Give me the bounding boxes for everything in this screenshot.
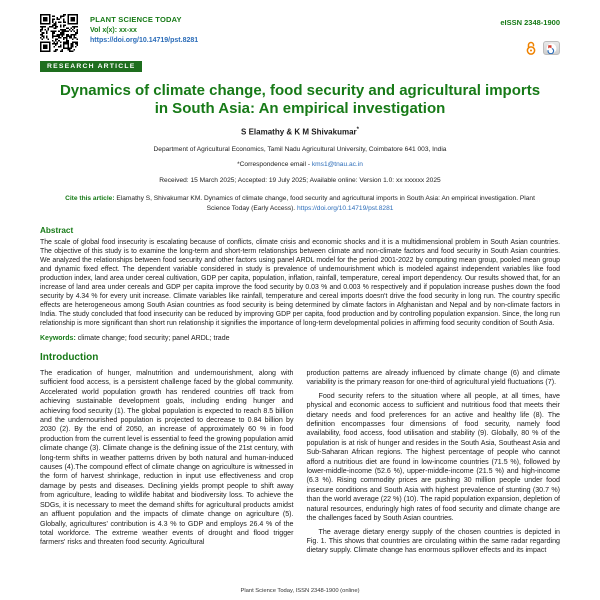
two-column-body: [40, 369, 560, 556]
correspondence-label: *Correspondence email -: [237, 161, 312, 169]
keywords-label: Keywords:: [40, 334, 78, 342]
intro-paragraph-right-3: The average dietary energy supply of the chosen countries is depicted in Fig. 1. This shows that countries are circulating within the same radar regarding dietary supply. Climate change has enormous spillover effects and its impact: [306, 527, 560, 555]
intro-paragraph-left: The eradication of hunger, malnutrition and undernourishment, along with sufficient food access, is a persistent challenge faced by the global community. Accelerated world population growth has rendered countries off track from achieving sustainable development goals, including ending hunger and achieving food security (1). The global population is expected to reach 8.5 billion and the undernourished population is projected to decrease to 0.84 billion by 2030 (2). By the end of 2050, an increase of approximately 60 % in food production from the current level is essential to feed the growing population amid climate change (3). Climate change is the defining issue of the 21st century, with long-term shifts in weather patterns driven by both natural and human-induced causes (4).The compound effect of climate change on agriculture is witnessed in the form of harvest shrinkage, reduction in input use effectiveness and crop damage by pests and diseases. Declining yields prompt people to shift away from agriculture, leading to wildlife habitat and biodiversity loss. To achieve the SDGs, it is necessary to meet the demand shifts for agricultural products amidst an affluent population and the impacts of climate change on agriculture (5). Globally, agricultures' contribution is 4.3 % to GDP and employs 26.4 % of the total workforce. The extreme weather events of drought and flood trigger farmers' risks and threaten food security. Agricultural: [40, 368, 294, 547]
journal-volume: Vol x(x): xx-xx: [90, 27, 137, 34]
cite-doi-link[interactable]: https://doi.org/10.14719/pst.8281: [296, 204, 394, 212]
page-title: Dynamics of climate change, food security and agricultural imports in South Asia: An empirical investigation: [59, 82, 541, 117]
correspondence-line: [40, 161, 560, 168]
masthead: [40, 14, 560, 55]
abstract-text: The scale of global food insecurity is escalating because of conflicts, climate crisis and economic shocks and it is a multidimensional problem in South Asian countries. The objective of this study is to examine the long-term and short-term relationships between climate and non-climate factors and food security in South Asian countries. We analyzed the relationships between food security and other factors using panel ARDL model for the period 2001-2022 by computing mean group, pooled mean group and dynamic fixed effect. The dependent variable considered in study is prevalence of undernourishment which is modeled against independent variables like food production index, land area under cereal cultivation, GDP per capita, population, inflation, rainfall, temperature, cereal import dependency. Our results showed that, for an increase of land area under cereals and GDP per capita improve the food security by 0.03 % and 0.003 % respectively and if population increase pushes down the food security by 4.34 % for every unit increase. Climate variables like rainfall, temperature and cereal imports doesn't drive the food security in long run. The country specific effects are heterogeneous among South Asian countries as food security is being determined by climate factors in Afghanistan and Nepal and by non-climate factors in India. The study concluded that food insecurity can be reduced by improving GDP per capita, food production and by controlling population expansion. Since, the long run relationship is more significant than short run relationship it signifies the importance of long-term developmental policies in affirming food security condition of South Asia.: [40, 239, 560, 327]
research-article-badge: RESEARCH ARTICLE: [40, 61, 142, 73]
citation-block: [63, 194, 537, 213]
crossmark-icon: [543, 41, 560, 55]
intro-paragraph-right-2: Food security refers to the situation where all people, at all times, have physical and economic access to sufficient and nutritious food that meets their dietary needs and food preferences for an active and healthy life (8). The definition encompasses four dimensions of food security, namely food availability, food access, food utilisation and stability (9). Globally, 80 % of the population is at risk of hunger and resides in the South Asia, Southeast Asia and Sub-Saharan African regions. The highest percentage of people who cannot afford a nutritious diet are found in low-income countries (71.5 %), followed by lower-middle-income (52.6 %), upper-middle-income (21.5 %) and high-income (6.3 %). Rising commodity prices are pushing 30 million people under food insecure conditions and South Asia with highest prevalence of stunting (30.7 %) than the world average (22 %) (10). The rapid population expansion, depletion of natural resources, enduringly high rates of food security and climate change are the challenges faced by South Asian countries.: [306, 391, 560, 523]
cite-label: Cite this article:: [65, 195, 117, 203]
open-access-icon: [525, 41, 537, 55]
intro-paragraph-right-1: production patterns are already influenced by climate change (6) and climate variability is the primary reason for one-third of agricultural yield fluctuations (7).: [306, 368, 560, 387]
correspondence-email-link[interactable]: kms1@tnau.ac.in: [311, 161, 363, 169]
right-column: [307, 369, 561, 556]
introduction-heading: Introduction: [40, 351, 99, 363]
journal-name: PLANT SCIENCE TODAY: [90, 15, 182, 24]
keywords-text: climate change; food security; panel ARDL; trade: [77, 334, 230, 342]
author-names: S Elamathy & K M Shivakumar: [241, 128, 357, 138]
journal-doi-link[interactable]: https://doi.org/10.14719/pst.8281: [90, 37, 199, 44]
left-column: [40, 369, 294, 556]
eissn-label: eISSN 2348-1900: [500, 18, 560, 27]
dates-line: Received: 15 March 2025; Accepted: 19 July 2025; Available online: Version 1.0: xx xxxxxx 2025: [159, 177, 441, 185]
qr-code-icon: [40, 14, 78, 52]
authors-line: [40, 127, 560, 137]
keywords-line: [40, 335, 560, 342]
abstract-heading: Abstract: [40, 226, 74, 236]
page-footer: Plant Science Today, ISSN 2348-1900 (online): [240, 588, 360, 594]
affiliation: Department of Agricultural Economics, Tamil Nadu Agricultural University, Coimbatore 641 003, India: [153, 146, 447, 154]
cite-text: Elamathy S, Shivakumar KM. Dynamics of climate change, food security and agricultural imports in South Asia: An empirical investigation. Plant Science Today (Early Access).: [116, 195, 535, 212]
corresponding-author-marker: *: [356, 127, 359, 134]
